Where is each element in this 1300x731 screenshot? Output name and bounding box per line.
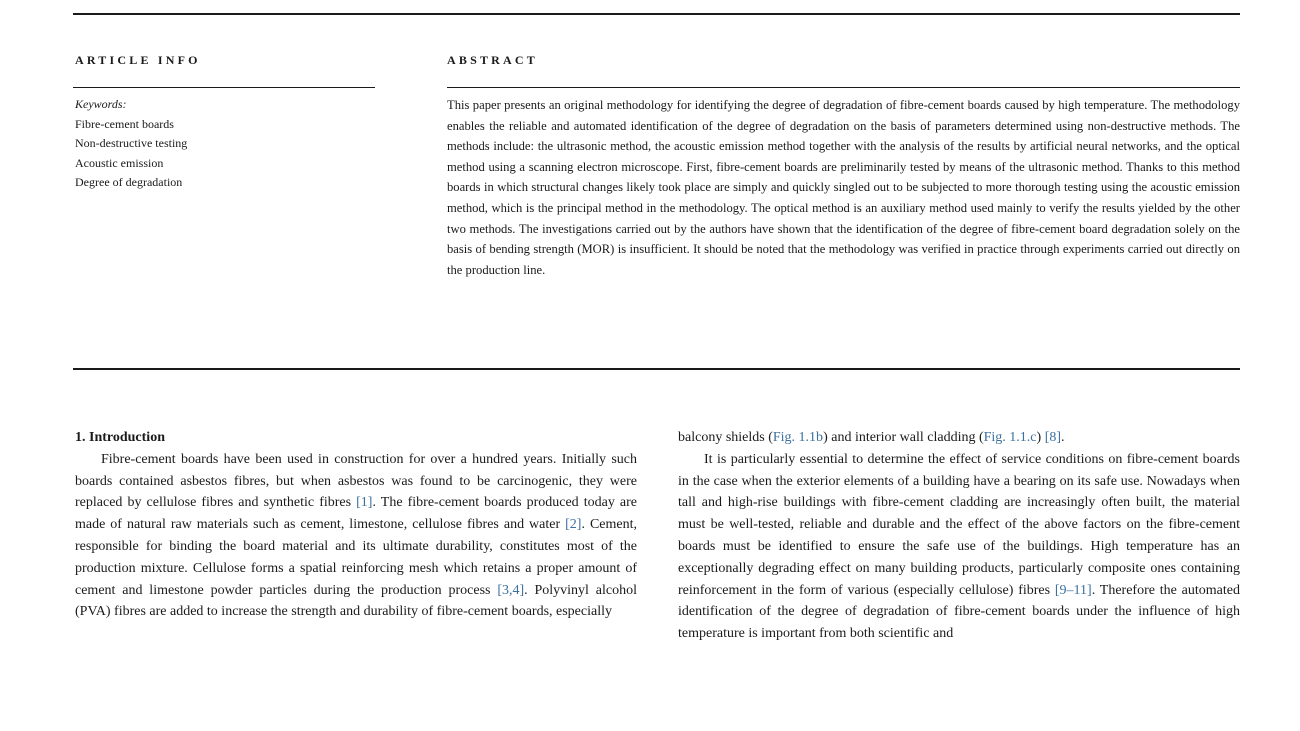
bottom-rule <box>73 368 1240 370</box>
article-info-heading: ARTICLE INFO <box>75 53 201 67</box>
figure-link[interactable]: Fig. 1.1.c <box>983 430 1037 445</box>
right-column <box>678 427 1240 645</box>
paragraph-text: Fibre-cement boards have been used in construction for over a hundred years. Initially such boards contained asbestos fibres, but when asbestos was found to be carcinogenic, they were replaced by cellulose fibres and synthetic fibres <box>75 451 637 511</box>
paragraph-text: . Therefore the automated identification of the degree of degradation of fibre-cement boards under the influence of high temperature is important from both scientific and <box>678 582 1240 642</box>
keywords-label: Keywords: <box>75 97 127 111</box>
figure-link[interactable]: Fig. 1.1b <box>772 430 824 445</box>
keyword-item: Acoustic emission <box>75 155 164 170</box>
article-info-rule <box>73 87 375 88</box>
citation-link[interactable]: [9–11] <box>1054 582 1092 598</box>
paragraph-text: balcony shields ( <box>678 430 773 445</box>
abstract-text: This paper presents an original methodology for identifying the degree of degradation of fibre-cement boards caused by high temperature. The methodology enables the reliable and automated identification of the degree of degradation on the basis of parameters determined using non-destructive methods. The methods include: the ultrasonic method, the acoustic emission method together with the analysis of the results by artificial neural networks, and the optical method using a scanning electron microscope. First, fibre-cement boards are preliminarily tested by means of the ultrasonic method. Thanks to this method boards in which structural changes likely took place are simply and quickly singled out to be subjected to more thorough testing using the acoustic emission method, which is the principal method in the methodology. The optical method is an auxiliary method used mainly to verify the results yielded by the other two methods. The investigations carried out by the authors have shown that the identification of the degree of fibre-cement board degradation solely on the basis of bending strength (MOR) is insufficient. It should be noted that the methodology was verified in practice through experiments carried out directly on the production line. <box>447 98 1240 277</box>
paragraph-text: . Polyvinyl alcohol (PVA) fibres are added to increase the strength and durability of fibre-cement boards, especially <box>75 582 637 620</box>
abstract-rule <box>447 87 1240 88</box>
paragraph-text: . <box>1061 430 1065 445</box>
abstract-heading: ABSTRACT <box>447 53 538 67</box>
top-rule <box>73 13 1240 15</box>
continued-paragraph <box>678 427 1240 449</box>
keyword-item: Fibre-cement boards <box>75 116 174 131</box>
paragraph-text: It is particularly essential to determine the effect of service conditions on fibre-cement boards in the case when the exterior elements of a building have a bearing on its safe use. Nowadays when tall and high-rise buildings with fibre-cement cladding are increasingly often built, the material must be well-tested, reliable and durable and the effect of the above factors on the fibre-cement boards must be identified to ensure the safe use of the buildings. High temperature has an exceptionally degrading effect on many building products, particularly composite ones containing reinforcement in the form of various (especially cellulose) fibres <box>678 451 1240 598</box>
citation-link[interactable]: [1] <box>356 495 373 511</box>
paragraph-text: . Cement, responsible for binding the board material and its ultimate durability, constitutes most of the production mixture. Cellulose forms a spatial reinforcing mesh which retains a proper amount of cement and limestone powder particles during the production process <box>75 517 638 598</box>
section-heading-introduction: 1. Introduction <box>75 430 165 445</box>
paragraph-text: ) and interior wall cladding ( <box>823 430 984 445</box>
keywords-block <box>75 95 375 193</box>
keyword-item: Degree of degradation <box>75 175 183 189</box>
citation-link[interactable]: [3,4] <box>497 582 525 598</box>
paragraph-text: ) <box>1036 430 1045 445</box>
intro-paragraph <box>678 449 1240 645</box>
left-column <box>75 427 637 623</box>
citation-link[interactable]: [8] <box>1044 430 1062 445</box>
paragraph-text: . The fibre-cement boards produced today are made of natural raw materials such as cement, limestone, cellulose fibres and water <box>75 495 637 533</box>
intro-paragraph <box>75 449 637 623</box>
keyword-item: Non-destructive testing <box>75 136 188 150</box>
citation-link[interactable]: [2] <box>565 517 582 533</box>
